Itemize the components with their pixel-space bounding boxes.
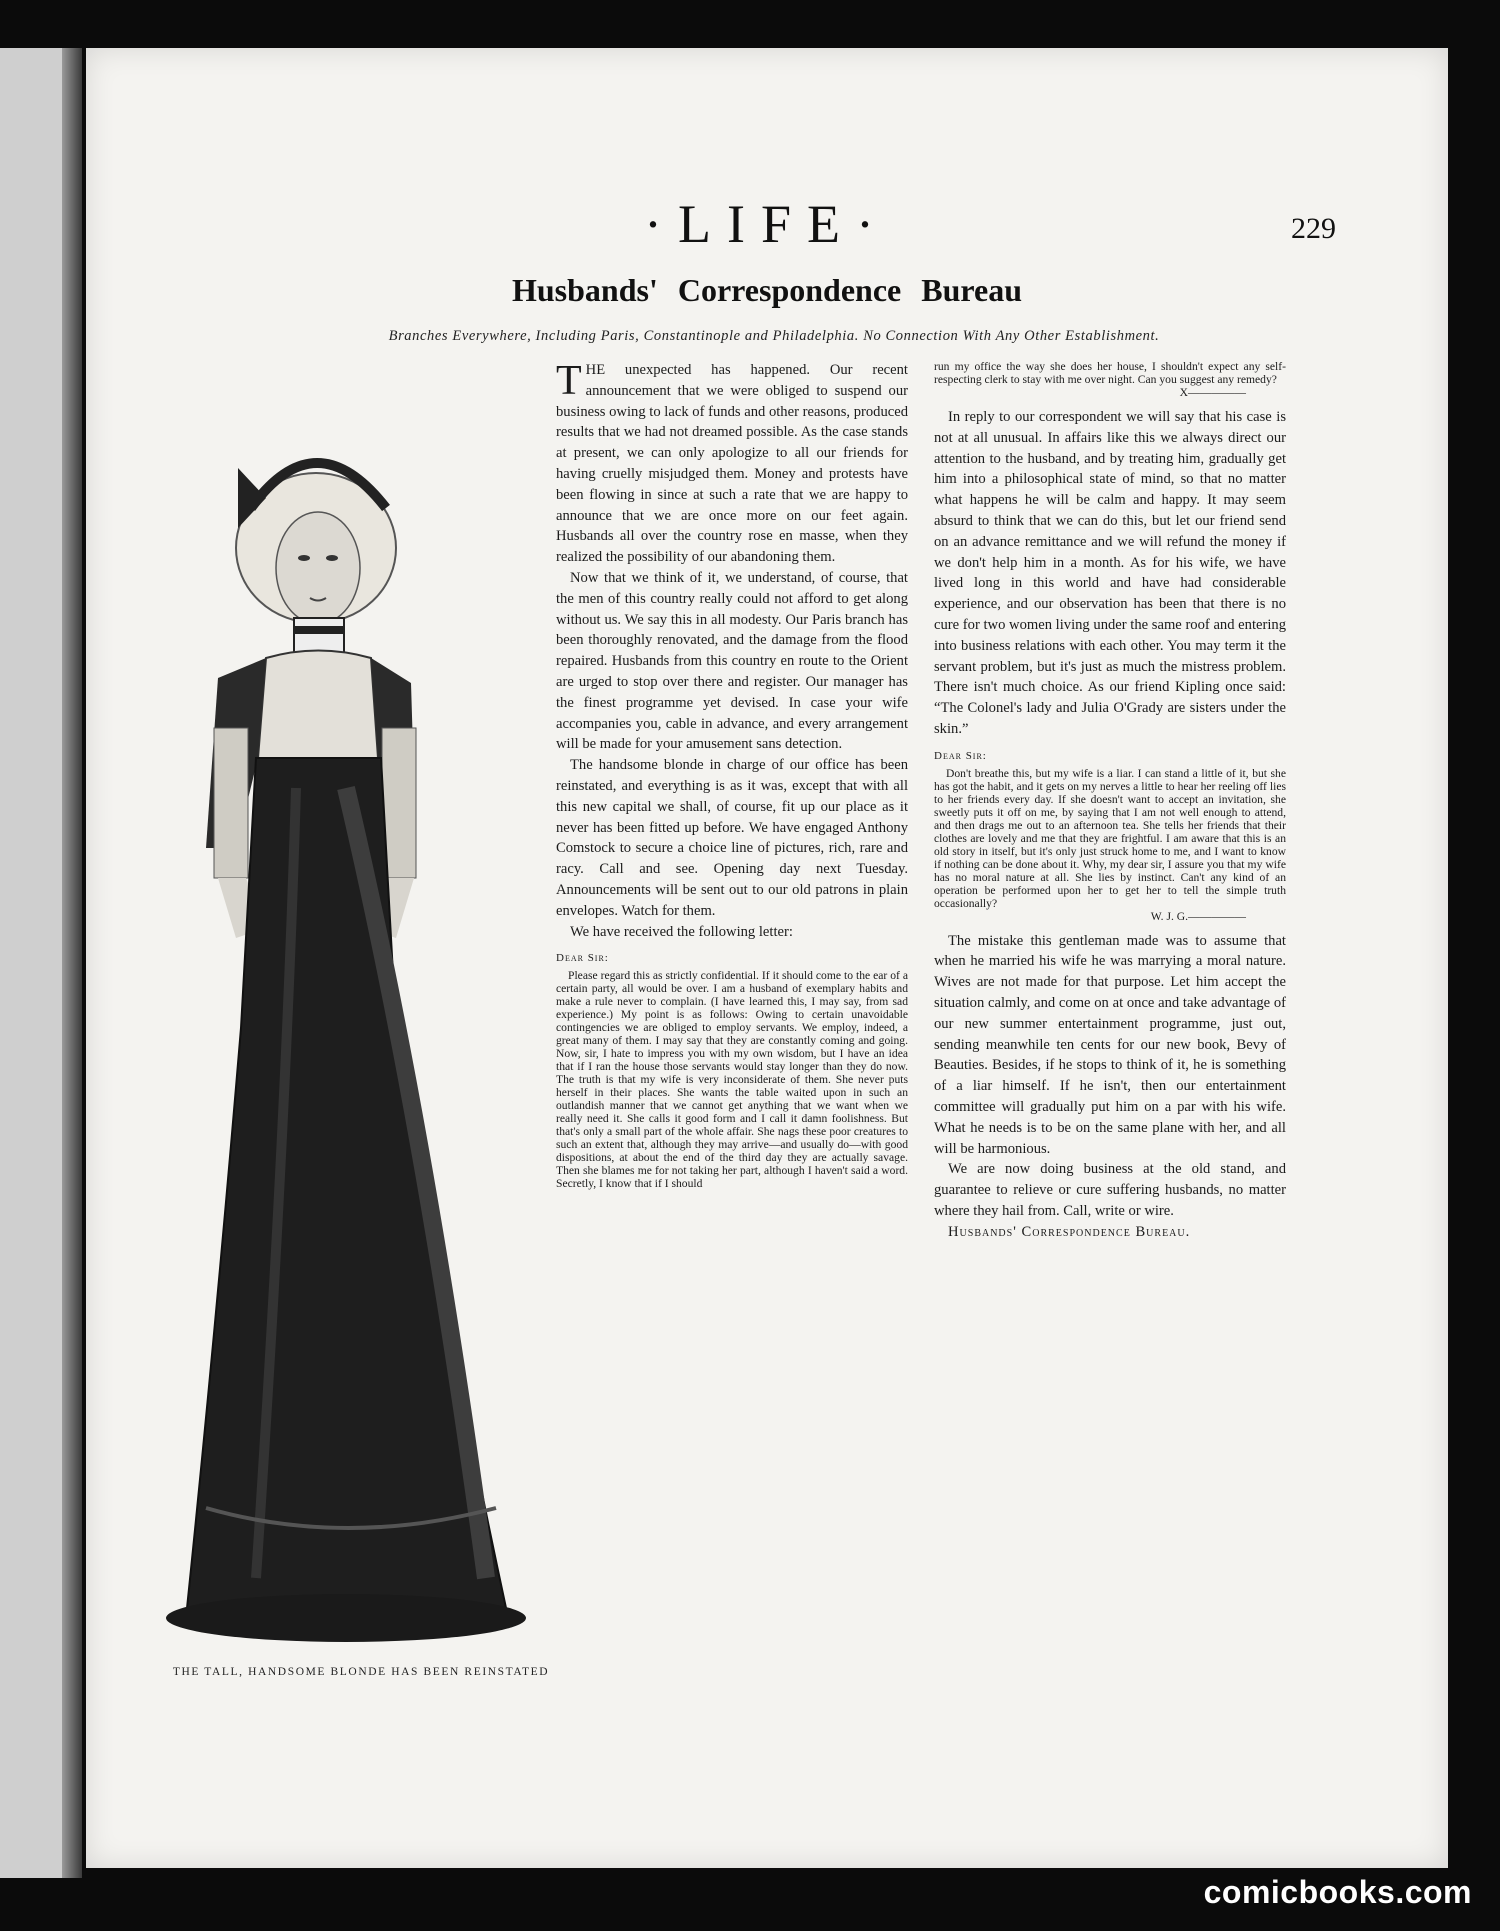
letter-body: run my office the way she does her house, I shouldn't expect any self-respecting clerk to stay with me over night. Can you suggest any remedy?: [934, 360, 1286, 386]
figure-caption: THE TALL, HANDSOME BLONDE HAS BEEN REINSTATED: [172, 1666, 550, 1678]
paragraph: We have received the following letter:: [570, 923, 793, 940]
article-column-1: [556, 360, 908, 1190]
paragraph: The mistake this gentleman made was to assume that when he married his wife he was marrying a moral nature. Wives are not made for that purpose. Let him accept the situation calmly, and come on at once and take advantage of our new summer entertainment programme, just out, sending meanwhile ten cents for our new book, Bevy of Beauties. Besides, if he stops to think of it, he is something of a liar himself. If he isn't, then our entertainment committee will gradually put him on a par with his wife. What he needs is to be on the same plane with her, and all will be harmonious.: [934, 932, 1286, 1157]
article-column-2: [934, 360, 1286, 1243]
site-watermark: comicbooks.com: [1203, 1874, 1472, 1910]
letter-salutation: Dear Sir:: [934, 749, 987, 762]
paragraph: Now that we think of it, we understand, of course, that the men of this country really could not afford to get along without us. We say this in all modesty. Our Paris branch has been thoroughly renovated, and the damage from the flood repaired. Husbands from this country en route to the Orient are urged to stop over there and register. Our manager has the finest programme yet devised. In case your wife accompanies you, cable in advance, and every arrangement will be made for your amusement sans detection.: [556, 569, 908, 753]
letter-salutation: Dear Sir:: [556, 952, 609, 965]
paragraph: In reply to our correspondent we will say that his case is not at all unusual. In affairs like this we always direct our attention to the husband, and by treating him, gradually get him into a philosophical state of mind, so that no matter what happens he will be calm and happy. It may seem absurd to think that we can do this, but let our friend send on an advance remittance and we will refund the money if we don't help him in a month. As for his wife, we have lived long in this world and have had considerable experience, and our observation has been that there is no cure for two women living under the same roof and entering into business relations with each other. You may term it the servant problem, but it's just as much the mistress problem. There isn't much choice. As our friend Kipling once said: “The Colonel's lady and Julia O'Grady are sisters under the skin.”: [934, 409, 1286, 737]
blonde-woman-illustration: [146, 428, 576, 1658]
magazine-page: [86, 48, 1448, 1868]
page-gutter-shadow: [62, 48, 82, 1878]
drop-cap: T: [556, 358, 582, 404]
paragraph: HE unexpected has happened. Our recent announcement that we were obliged to suspend our business owing to lack of funds and other reasons, produced results that we had not dreamed possible. As the case stands at present, we can only apologize to all our friends for having cruelly misjudged them. Money and protests have been flowing in since at such a rate that we are happy to announce that we are once more on our feet again. Husbands all over the country rose en masse, when they realized the possibility of our abandoning them.: [556, 362, 908, 566]
article-title: Husbands' Correspondence Bureau: [511, 272, 1023, 308]
bureau-signature: Husbands' Correspondence Bureau.: [948, 1223, 1191, 1240]
letter-signature: X—————: [1179, 386, 1246, 399]
paragraph: We are now doing business at the old stand, and guarantee to relieve or cure suffering husbands, no matter where they hail from. Call, write or wire.: [934, 1161, 1286, 1219]
paragraph: The handsome blonde in charge of our office has been reinstated, and everything is as it was, except that with all this new capital we shall, of course, fit up our place as it never has been fitted up before. We have engaged Anthony Comstock to secure a choice line of pictures, rich, rare and racy. Call and see. Opening day next Tuesday. Announcements will be sent out to our old patrons in plain envelopes. Watch for them.: [556, 757, 908, 919]
letter-signature: W. J. G.—————: [1150, 909, 1246, 923]
page-number: 229: [1291, 212, 1336, 245]
masthead: ·LIFE·: [644, 194, 890, 254]
letter-body: Don't breathe this, but my wife is a liar. I can stand a little of it, but she has got the habit, and it gets on my nerves a little to hear her reeling off lies to her friends every day. If she doesn't want to accept an invitation, she sweetly puts it off on me, by saying that I am not well enough to attend, and then drags me out to an afternoon tea. She tells her friends that their clothes are lovely and me that they are frightful. I am aware that this is an old story in itself, but it's only just struck home to me, and I want to know if nothing can be done about it. Why, my dear sir, I assure you that my wife has no moral nature at all. She lies by instinct. Can't any kind of an operation be performed upon her to get her to tell the simple truth occasionally?: [934, 766, 1286, 910]
letter-body: Please regard this as strictly confidential. If it should come to the ear of a certain party, all would be over. I am a husband of exemplary habits and make a rule never to complain. (I have learned this, I may say, from sad experience.) My point is as follows: Owing to certain unavoidable contingencies we are obliged to employ servants. We employ, indeed, a great many of them. I may say that they are constantly coming and going. Now, sir, I hate to impress you with my own wisdom, but I have an idea that if I ran the house those servants would stay longer than they do now. The truth is that my wife is very inconsiderate of them. She never puts herself in their places. She wants the table waited upon in such an outlandish manner that we cannot get anything that we want when we really need it. She calls it good form and I call it damn foolishness. But that's only a small part of the whole affair. She nags these poor creatures to such an extent that, although they may arrive—and usually do—with good dispositions, at about the end of the third day they are actually savage. Then she blames me for not taking her part, although I haven't said a word. Secretly, I know that if I should: [556, 969, 908, 1191]
article-tagline: Branches Everywhere, Including Paris, Constantinople and Philadelphia. No Connection With Any Other Establishment.: [388, 328, 1160, 344]
